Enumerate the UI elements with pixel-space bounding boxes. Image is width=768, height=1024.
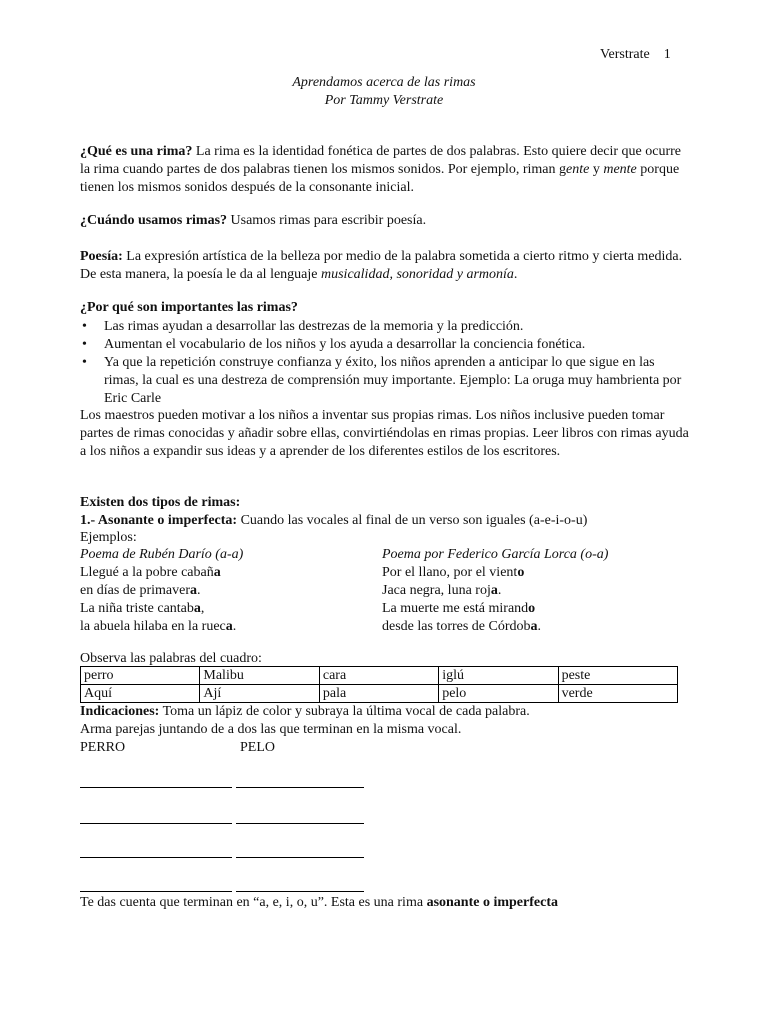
indicaciones-label: Indicaciones: bbox=[80, 704, 160, 719]
list-item: • Aumentan el vocabulario de los niños y los ayuda a desarrollar la conciencia fonética. bbox=[82, 337, 586, 352]
instruction-pairs: Arma parejas juntando de a dos las que terminan en la misma vocal. bbox=[80, 722, 462, 737]
bullet-icon: • bbox=[82, 355, 87, 370]
poem-line: la abuela hilaba en la rueca. bbox=[80, 619, 237, 634]
table-cell: Ají bbox=[200, 685, 319, 703]
answer-blank-left[interactable] bbox=[80, 823, 232, 824]
asonante-definition: 1.- Asonante o imperfecta: Cuando las vocales al final de un verso son iguales (a-e-i-o-u) bbox=[80, 513, 588, 528]
example-word-perro: PERRO bbox=[80, 740, 126, 755]
poem-line: La muerte me está mirando bbox=[382, 601, 536, 616]
table-cell: Aquí bbox=[81, 685, 200, 703]
table-cell: pelo bbox=[439, 685, 558, 703]
tipos-heading: Existen dos tipos de rimas: bbox=[80, 495, 241, 510]
table-cell: iglú bbox=[439, 667, 558, 685]
answer-blank-left[interactable] bbox=[80, 891, 232, 892]
cuando-question: ¿Cuándo usamos rimas? bbox=[80, 213, 228, 228]
document-author: Por Tammy Verstrate bbox=[324, 93, 444, 108]
poem-line: en días de primavera. bbox=[80, 583, 201, 598]
poesia-emphasis: musicalidad, sonoridad y armonía bbox=[321, 267, 514, 282]
word-table bbox=[80, 666, 678, 703]
poesia-label: Poesía: bbox=[80, 249, 123, 264]
bullet-icon: • bbox=[82, 337, 87, 352]
example-word-pelo: PELO bbox=[240, 740, 275, 755]
poem-line: Llegué a la pobre cabaña bbox=[80, 565, 221, 580]
answer-blank-left[interactable] bbox=[80, 787, 232, 788]
answer-blank-left[interactable] bbox=[80, 857, 232, 858]
asonante-label: 1.- Asonante o imperfecta: bbox=[80, 513, 238, 528]
que-es-rima-question: ¿Qué es una rima? bbox=[80, 144, 193, 159]
por-que-heading: ¿Por qué son importantes las rimas? bbox=[80, 300, 298, 315]
indicaciones-paragraph: Indicaciones: Toma un lápiz de color y subraya la última vocal de cada palabra. bbox=[80, 704, 530, 719]
answer-blank-right[interactable] bbox=[236, 823, 364, 824]
conclusion-term: asonante o imperfecta bbox=[426, 895, 558, 910]
table-cell: cara bbox=[319, 667, 438, 685]
poem-line: desde las torres de Córdoba. bbox=[382, 619, 542, 634]
ejemplos-label: Ejemplos: bbox=[80, 530, 137, 545]
example-word-gente: ente bbox=[566, 162, 590, 177]
table-cell: verde bbox=[558, 685, 677, 703]
example-word-mente: mente bbox=[603, 162, 637, 177]
maestros-paragraph: Los maestros pueden motivar a los niños a inventar sus propias rimas. Los niños inclusive pueden tomar partes de rimas conocidas y añadir sobre ellas, convirtiéndolas en rimas propias. Leer libros con rimas ayuda a los niños a expandir sus ideas y a aprender de los diferentes estilos de los escritores. bbox=[80, 408, 689, 459]
header-author: Verstrate bbox=[600, 47, 650, 62]
table-cell: Malibu bbox=[200, 667, 319, 685]
table-cell: pala bbox=[319, 685, 438, 703]
poem-title: Poema por Federico García Lorca (o-a) bbox=[382, 547, 609, 562]
poesia-paragraph: Poesía: La expresión artística de la belleza por medio de la palabra sometida a cierto ritmo y cierta medida. De esta manera, la poesía le da al lenguaje musicalidad, sonoridad y armonía. bbox=[80, 249, 683, 282]
list-item: • Las rimas ayudan a desarrollar las destrezas de la memoria y la predicción. bbox=[82, 319, 524, 334]
poem-ruben-dario bbox=[80, 546, 370, 636]
table-row bbox=[81, 685, 678, 703]
answer-blank-right[interactable] bbox=[236, 891, 364, 892]
answer-blank-right[interactable] bbox=[236, 787, 364, 788]
document-title: Aprendamos acerca de las rimas bbox=[292, 75, 476, 90]
list-item: • Ya que la repetición construye confianza y éxito, los niños aprenden a anticipar lo que sigue en las rimas, la cual es una destreza de comprensión muy importante. Ejemplo: La oruga muy hambrienta por Eric Carle bbox=[82, 355, 682, 406]
page-header bbox=[600, 46, 671, 64]
table-cell: peste bbox=[558, 667, 677, 685]
poem-line: La niña triste cantaba, bbox=[80, 601, 205, 616]
importance-list bbox=[80, 318, 690, 408]
header-page-number: 1 bbox=[663, 47, 671, 62]
que-es-rima-paragraph: ¿Qué es una rima? La rima es la identidad fonética de partes de dos palabras. Esto quiere decir que ocurre la rima cuando partes de dos palabras tienen los mismos sonidos. Por ejemplo, riman gente y mente porque tienen los mismos sonidos después de la consonante inicial. bbox=[80, 144, 682, 195]
bullet-icon: • bbox=[82, 319, 87, 334]
poem-garcia-lorca bbox=[382, 546, 682, 636]
poem-line: Jaca negra, luna roja. bbox=[382, 583, 502, 598]
table-row bbox=[81, 667, 678, 685]
cuadro-label: Observa las palabras del cuadro: bbox=[80, 651, 262, 666]
poem-title: Poema de Rubén Darío (a-a) bbox=[80, 547, 244, 562]
table-cell: perro bbox=[81, 667, 200, 685]
conclusion-sentence: Te das cuenta que terminan en “a, e, i, o, u”. Esta es una rima asonante o imperfecta bbox=[80, 895, 558, 910]
poem-line: Por el llano, por el viento bbox=[382, 565, 525, 580]
cuando-paragraph: ¿Cuándo usamos rimas? Usamos rimas para escribir poesía. bbox=[80, 213, 427, 228]
answer-blank-right[interactable] bbox=[236, 857, 364, 858]
